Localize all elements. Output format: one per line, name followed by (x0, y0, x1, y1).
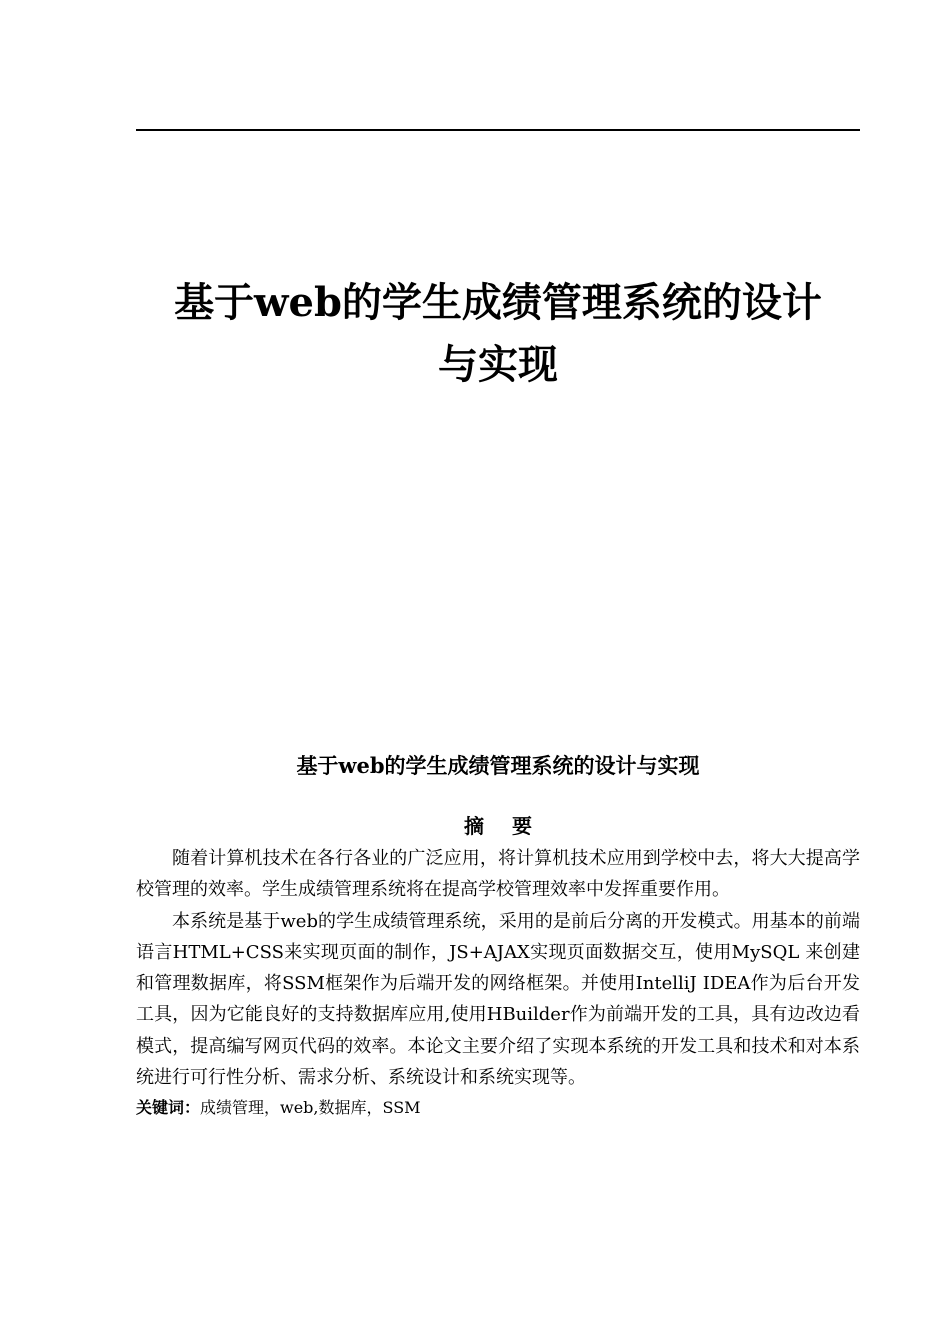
abstract-title: 基于web的学生成绩管理系统的设计与实现 (296, 753, 700, 778)
abstract-paragraph-2: 本系统是基于web的学生成绩管理系统，采用的是前后分离的开发模式。用基本的前端语言HTML+CSS来实现页面的制作，JS+AJAX实现页面数据交互，使用MySQL 来创建和管理数据库，将SSM框架作为后端开发的网络框架。并使用IntelliJ IDEA作为后台开发工具，因为它能良好的支持数据库应用,使用HBuilder作为前端开发的工具，具有边改边看模式，提高编写网页代码的效率。本论文主要介绍了实现本系统的开发工具和技术和对本系统进行可行性分析、需求分析、系统设计和系统实现等。 (136, 910, 860, 1089)
keywords-line (136, 1093, 860, 1122)
document-title (136, 272, 860, 396)
keywords-value: 成绩管理，web,数据库，SSM (200, 1098, 421, 1118)
document-title-line-1: 基于web的学生成绩管理系统的设计 (174, 279, 822, 326)
header-rule (136, 129, 860, 131)
abstract-body (136, 843, 860, 1122)
document-title-line-2: 与实现 (438, 341, 558, 388)
keywords-label: 关键词： (136, 1098, 201, 1118)
abstract-paragraph-1: 随着计算机技术在各行各业的广泛应用，将计算机技术应用到学校中去，将大大提高学校管理的效率。学生成绩管理系统将在提高学校管理效率中发挥重要作用。 (136, 848, 860, 901)
abstract-heading: 摘要 (464, 814, 560, 838)
